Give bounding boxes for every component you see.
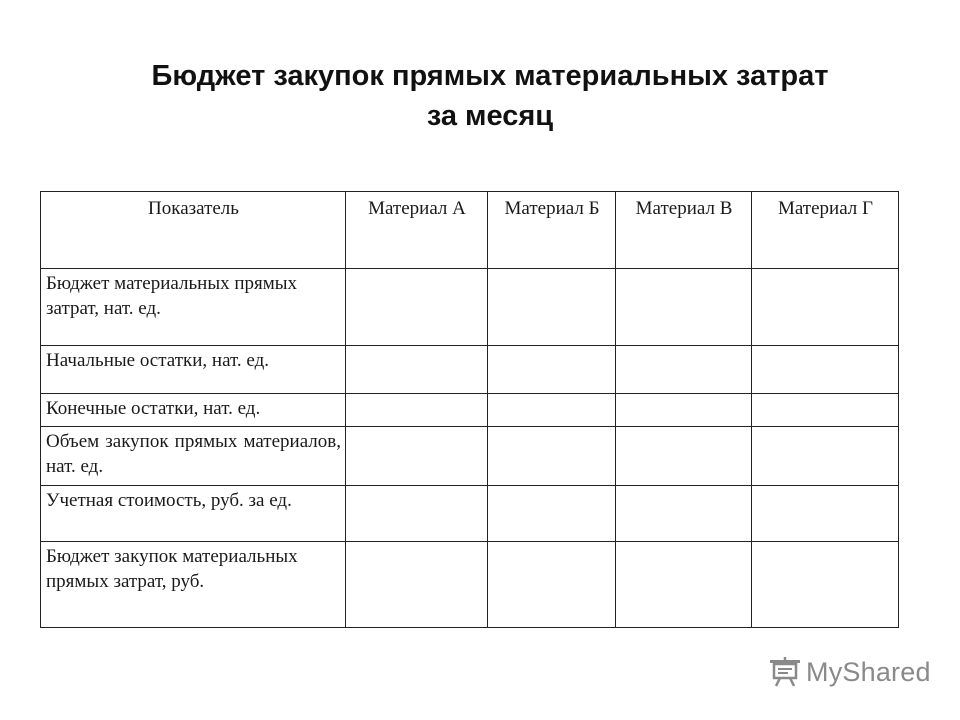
row-label: Бюджет закупок материальных прямых затрат, руб. [41, 542, 346, 628]
page-title [0, 56, 960, 136]
presentation-board-icon [768, 656, 802, 688]
header-indicator: Показатель [41, 192, 346, 269]
table-cell [488, 394, 616, 427]
table-cell [616, 427, 752, 486]
table-cell [346, 427, 488, 486]
row-label: Учетная стоимость, руб. за ед. [41, 486, 346, 542]
table-cell [752, 542, 899, 628]
table-cell [488, 542, 616, 628]
table-cell [346, 542, 488, 628]
table-cell [752, 427, 899, 486]
row-label: Объем закупок прямых материалов, нат. ед. [41, 427, 346, 486]
table-row [41, 486, 899, 542]
watermark-text: MyShared [806, 656, 931, 687]
table-row [41, 427, 899, 486]
table-header-row [41, 192, 899, 269]
table-cell [488, 269, 616, 346]
page-title-line-1: Бюджет закупок прямых материальных затрат [151, 60, 829, 92]
table-cell [346, 269, 488, 346]
row-label: Начальные остатки, нат. ед. [41, 346, 346, 394]
table-cell [616, 486, 752, 542]
table-cell [616, 346, 752, 394]
header-material-b: Материал Б [488, 192, 616, 269]
header-material-a: Материал А [346, 192, 488, 269]
table-cell [752, 394, 899, 427]
table-cell [752, 486, 899, 542]
table-cell [616, 394, 752, 427]
table-cell [488, 346, 616, 394]
table-cell [616, 269, 752, 346]
row-label: Бюджет материальных прямых затрат, нат. ед. [41, 269, 346, 346]
table-cell [488, 486, 616, 542]
budget-table [40, 191, 899, 628]
header-material-v: Материал В [616, 192, 752, 269]
table-cell [752, 346, 899, 394]
table-row [41, 394, 899, 427]
table-cell [488, 427, 616, 486]
table-cell [752, 269, 899, 346]
page-title-line-2: за месяц [426, 100, 554, 132]
table-cell [346, 394, 488, 427]
row-label: Конечные остатки, нат. ед. [41, 394, 346, 427]
table-cell [346, 346, 488, 394]
watermark-logo [768, 655, 931, 689]
table-cell [346, 486, 488, 542]
table-row [41, 269, 899, 346]
header-material-g: Материал Г [752, 192, 899, 269]
table-cell [616, 542, 752, 628]
table-row [41, 542, 899, 628]
table-row [41, 346, 899, 394]
